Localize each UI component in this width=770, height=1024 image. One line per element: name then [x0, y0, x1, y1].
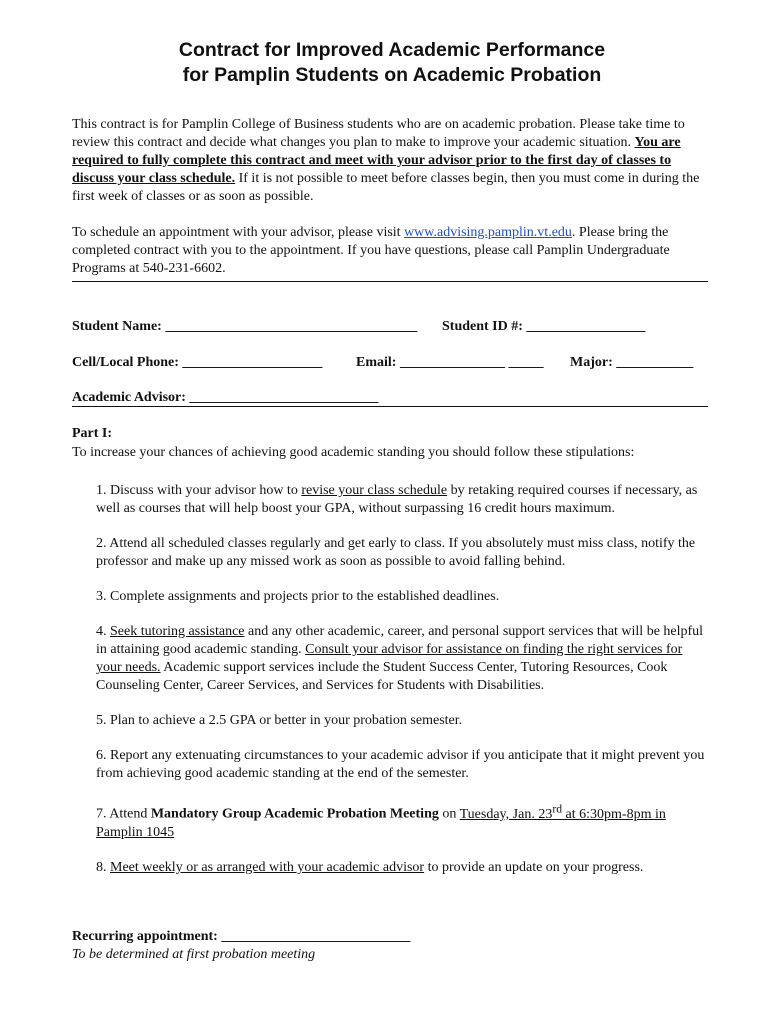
intro-text-end: If it is not possible to meet before classes begin, then you must come in during the first week of classes or as soon as possible.	[72, 171, 700, 204]
student-name-field[interactable]: Student Name: ____________________________________	[72, 319, 418, 334]
divider-top	[72, 281, 708, 282]
date-suffix: rd	[552, 802, 563, 815]
item-text: 1. Discuss with your advisor how to	[96, 483, 302, 498]
recurring-appointment	[72, 928, 410, 964]
schedule-text: To schedule an appointment with your advisor, please visit	[72, 225, 405, 240]
meeting-location: at 6:30pm-8pm in Pamplin 1045	[96, 806, 666, 840]
advising-link[interactable]: www.advising.pamplin.vt.edu	[404, 225, 572, 240]
document-title	[72, 38, 704, 88]
title-line-1: Contract for Improved Academic Performance	[178, 39, 606, 61]
meeting-date: Tuesday, Jan. 23	[459, 806, 553, 822]
item-underline: Seek tutoring assistance	[110, 624, 245, 639]
list-item: 5. Plan to achieve a 2.5 GPA or better in your probation semester.	[96, 713, 463, 728]
intro-paragraph-1	[72, 116, 704, 206]
title-line-2: for Pamplin Students on Academic Probation	[182, 64, 602, 86]
intro-paragraph-2	[72, 224, 704, 278]
item-underline: Consult your advisor for assistance on finding the right services for your needs.	[96, 642, 683, 675]
requirement-text: You are required to fully complete this contract and meet with your advisor prior to the first day of classes to discuss your class schedule.	[72, 135, 681, 186]
item-text: and any other academic, career, and personal support services that will be helpful in attaining good academic standing.	[96, 624, 704, 657]
item-text: to provide an update on your progress.	[424, 859, 644, 875]
item-text: by retaking required courses if necessary, as well as courses that will help boost your GPA, without surpassing 16 credit hours maximum.	[96, 483, 698, 516]
item-text: Academic support services include the Student Success Center, Tutoring Resources, Cook Counseling Center, Career Services, and Services for Students with Disabilities.	[96, 660, 668, 693]
stipulation-list	[96, 482, 708, 894]
part-1-intro: To increase your chances of achieving good academic standing you should follow these stipulations:	[72, 445, 635, 460]
part-1-heading: Part I:	[72, 426, 113, 441]
list-item	[96, 859, 708, 877]
item-underline: Meet weekly or as arranged with your academic advisor	[110, 859, 425, 875]
item-underline: revise your class schedule	[301, 483, 448, 498]
advisor-field[interactable]: Academic Advisor: ___________________________	[72, 390, 379, 405]
major-field[interactable]: Major: ___________	[570, 355, 694, 370]
list-item	[96, 623, 708, 695]
email-field[interactable]: Email: _______________ _____	[356, 355, 544, 370]
list-item: 3. Complete assignments and projects prior to the established deadlines.	[96, 589, 500, 604]
intro-text: This contract is for Pamplin College of Business students who are on academic probation. Please take time to review this contract and decide what changes you plan to make to improve your academic situation.	[72, 117, 685, 150]
item-text: 8.	[96, 859, 110, 875]
item-text: 7. Attend	[96, 806, 151, 822]
student-id-field[interactable]: Student ID #: _________________	[442, 319, 646, 334]
list-item: 2. Attend all scheduled classes regularly and get early to class. If you absolutely must miss class, notify the professor and make up any missed work as soon as possible to avoid falling behind.	[96, 536, 696, 569]
list-item: 6. Report any extenuating circumstances to your academic advisor if you anticipate that it might prevent you from achieving good academic standing at the end of the semester.	[96, 748, 705, 781]
schedule-text-end: . Please bring the completed contract with you to the appointment. If you have questions, please call Pamplin Undergraduate Programs at 540-231-6602.	[72, 225, 670, 276]
recurring-appointment-note: To be determined at first probation meeting	[72, 947, 316, 962]
phone-field[interactable]: Cell/Local Phone: ____________________	[72, 355, 323, 370]
list-item	[96, 800, 708, 842]
meeting-name: Mandatory Group Academic Probation Meeting	[150, 806, 439, 822]
item-text: on	[438, 806, 460, 822]
recurring-appointment-field[interactable]: Recurring appointment: ___________________________	[72, 929, 411, 944]
item-text: 4.	[96, 624, 110, 639]
divider-bottom	[72, 406, 708, 407]
list-item	[96, 482, 708, 518]
